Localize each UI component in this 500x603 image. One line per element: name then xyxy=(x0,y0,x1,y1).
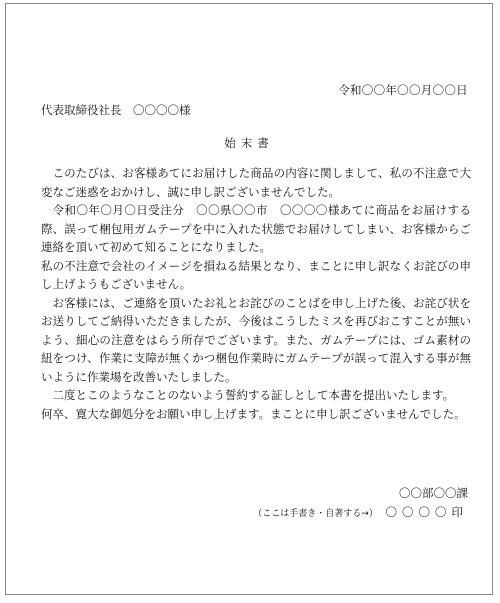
department: 〇〇部〇〇課 xyxy=(399,486,468,500)
document-body xyxy=(41,164,471,423)
signature-line xyxy=(253,504,468,520)
paragraph: 二度とこのようなことのないよう誓約する証しとして本書を提出いたします。 xyxy=(52,388,455,402)
paragraph: このたびは、お客様あてにお届けした商品の内容に関しまして、私の不注意で大変なご迷惑をおかけし、誠に申し訳ございませんでした。 xyxy=(41,166,471,199)
addressee: 代表取締役社長 〇〇〇〇様 xyxy=(41,103,191,117)
paragraph: お客様には、ご連絡を頂いたお礼とお詫びのことばを申し上げた後、お詫び状をお送りしてご納得いただきましたが、今後はこうしたミスを再びおこすことが無いよう、細心の注意をはらう所存でございます。また、ガムテープには、ゴム素材の紐をつけ、作業に支障が無くかつ梱包作業時にガムテープが誤って混入する事が無いように作業場を改善いたしました。 xyxy=(41,295,471,384)
document-date: 令和〇〇年〇〇月〇〇日 xyxy=(338,83,468,97)
document-page xyxy=(5,3,493,595)
paragraph: 何卒、寛大な御処分をお願い申し上げます。まことに申し訳ございませんでした。 xyxy=(41,406,466,421)
document-title: 始末書 xyxy=(224,136,274,150)
signature-note: （ここは手書き・自著する→） xyxy=(253,509,378,519)
signature-name: 〇〇〇〇印 xyxy=(385,505,468,519)
paragraph: 令和〇年〇月〇日受注分 〇〇県〇〇市 〇〇〇〇様あてに商品をお届けする際、誤って梱包用ガムテープを中に入れた状態でお届けしてしまい、お客様からご連絡を頂いて初めて知ることになりました。 xyxy=(41,203,471,254)
paragraph: 私の不注意で会社のイメージを損ねる結果となり、まことに申し訳なくお詫びの申し上げようもございません。 xyxy=(41,258,471,291)
